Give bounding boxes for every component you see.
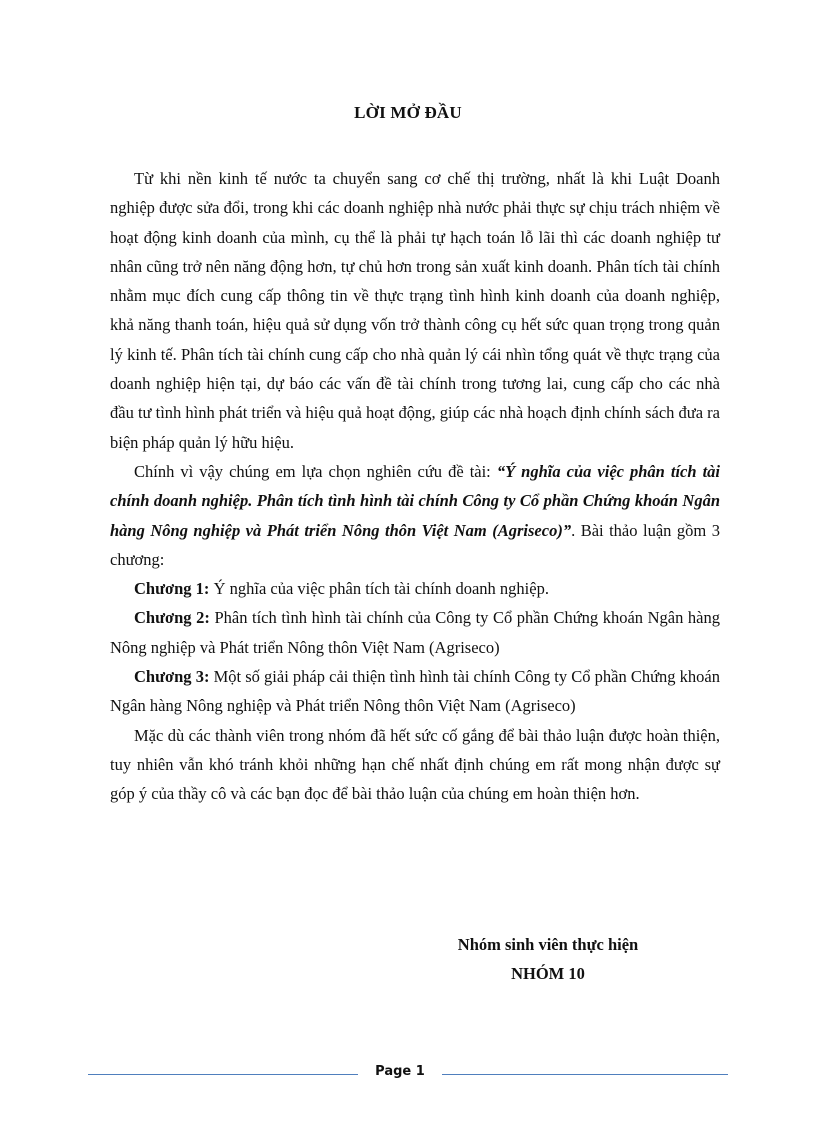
- chapter-text: Ý nghĩa của việc phân tích tài chính doanh nghiệp.: [209, 579, 549, 599]
- chapter-label: Chương 2:: [134, 608, 210, 628]
- footer-rule-left: [88, 1074, 358, 1075]
- topic-title: “Ý nghĩa của việc phân tích tài chính doanh nghiệp. Phân tích tình hình tài chính Công ty Cổ phần Chứng khoán Ngân hàng Nông nghiệp và Phát triển Nông thôn Việt Nam (Agriseco)”: [110, 461, 720, 540]
- chapter-label: Chương 1:: [134, 579, 210, 599]
- signature-block: [418, 930, 678, 988]
- topic-intro: Chính vì vậy chúng em lựa chọn nghiên cứu đề tài:: [134, 461, 497, 481]
- signature-team: NHÓM 10: [511, 964, 585, 983]
- page-title: LỜI MỞ ĐẦU: [354, 103, 462, 122]
- topic-paragraph: [110, 457, 720, 574]
- chapter-item-3: [110, 662, 720, 721]
- signature-group: Nhóm sinh viên thực hiện: [457, 935, 639, 954]
- footer-rule-right: [442, 1074, 728, 1075]
- document-body: [110, 164, 720, 809]
- topic-outro: . Bài thảo luận gồm 3 chương:: [110, 520, 720, 569]
- closing-paragraph: Mặc dù các thành viên trong nhóm đã hết sức cố gắng để bài thảo luận được hoàn thiện, tuy nhiên vẫn khó tránh khỏi những hạn chế nhất định chúng em rất mong nhận được sự góp ý của thầy cô và các bạn đọc để bài thảo luận của chúng em hoàn thiện hơn.: [110, 725, 720, 804]
- page-footer: [88, 1064, 728, 1086]
- chapter-item-2: [110, 603, 720, 662]
- chapter-label: Chương 3:: [134, 667, 210, 687]
- page-number: Page 1: [375, 1064, 425, 1079]
- intro-paragraph: Từ khi nền kinh tế nước ta chuyển sang cơ chế thị trường, nhất là khi Luật Doanh nghiệp được sửa đổi, trong khi các doanh nghiệp nhà nước phải thực sự chịu trách nhiệm về hoạt động kinh doanh của mình, cụ thể là phải tự hạch toán lỗ lãi thì các doanh nghiệp tư nhân cũng trở nên năng động hơn, tự chủ hơn trong sản xuất kinh doanh. Phân tích tài chính nhằm mục đích cung cấp thông tin về thực trạng tình hình kinh doanh của doanh nghiệp, khả năng thanh toán, hiệu quả sử dụng vốn trở thành công cụ hết sức quan trọng trong quản lý kinh tế. Phân tích tài chính cung cấp cho nhà quản lý cái nhìn tổng quát về thực trạng của doanh nghiệp hiện tại, dự báo các vấn đề tài chính trong tương lai, cung cấp cho các nhà đầu tư tình hình phát triển và hiệu quả hoạt động, giúp các nhà hoạch định chính sách đưa ra biện pháp quản lý hữu hiệu.: [110, 169, 720, 452]
- chapter-item-1: [110, 574, 720, 603]
- chapter-text: Phân tích tình hình tài chính của Công ty Cổ phần Chứng khoán Ngân hàng Nông nghiệp và Phát triển Nông thôn Việt Nam (Agriseco): [110, 608, 720, 657]
- chapter-text: Một số giải pháp cải thiện tình hình tài chính Công ty Cổ phần Chứng khoán Ngân hàng Nông nghiệp và Phát triển Nông thôn Việt Nam (Agriseco): [110, 667, 720, 716]
